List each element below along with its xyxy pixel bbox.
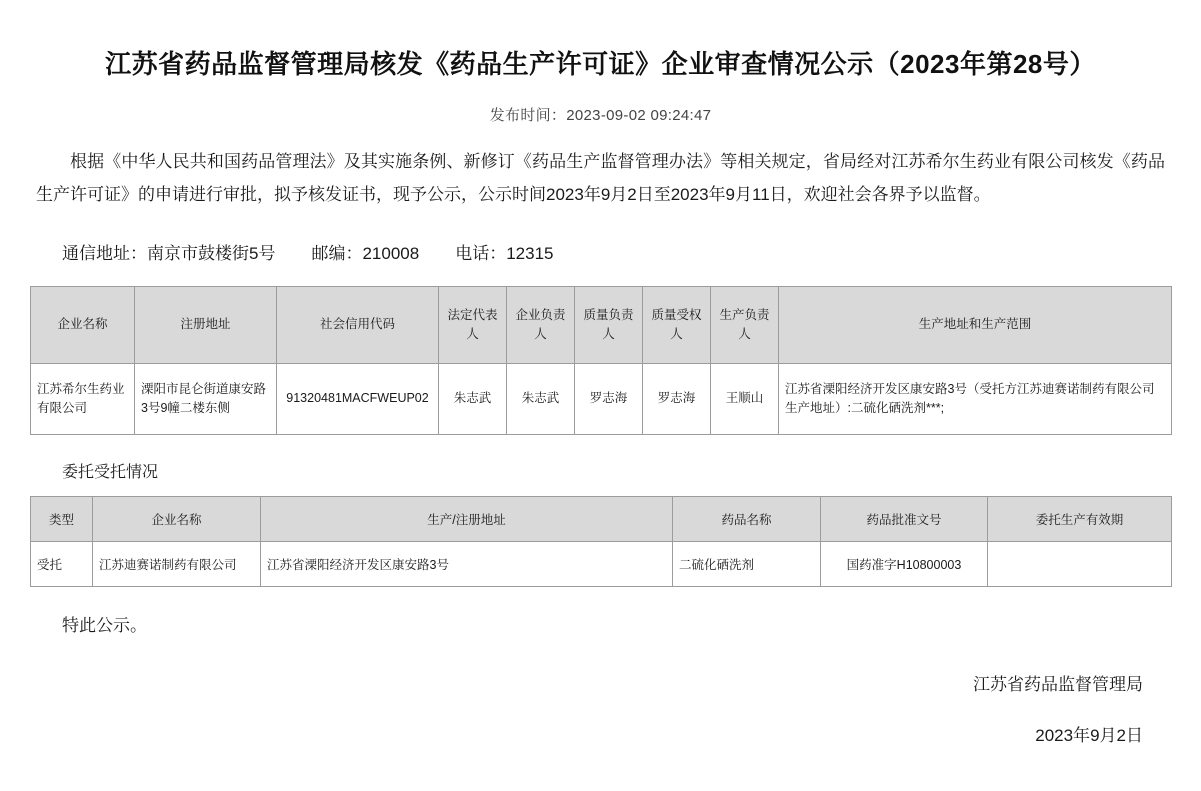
cell-enterprise-head: 朱志武 <box>507 364 575 435</box>
publish-time-label: 发布时间： <box>489 106 567 124</box>
header-type: 类型 <box>31 497 93 542</box>
cell-approval-number: 国药准字H10800003 <box>821 542 988 587</box>
publish-time-line <box>30 104 1171 125</box>
postcode-value: 210008 <box>362 244 420 264</box>
header-drug-name: 药品名称 <box>673 497 821 542</box>
phone-label: 电话： <box>455 244 507 264</box>
header-quality-head: 质量负责人 <box>575 287 643 364</box>
table-header-row <box>31 287 1172 364</box>
header-approval-number: 药品批准文号 <box>821 497 988 542</box>
cell-company-name: 江苏希尔生药业有限公司 <box>31 364 135 435</box>
enterprise-review-table <box>30 286 1172 435</box>
signature-organization: 江苏省药品监督管理局 <box>973 675 1143 695</box>
page-title: 江苏省药品监督管理局核发《药品生产许可证》企业审查情况公示（2023年第28号） <box>105 49 1096 79</box>
header-enterprise-head: 企业负责人 <box>507 287 575 364</box>
address-label: 通信地址： <box>62 244 147 264</box>
header-production-head: 生产负责人 <box>711 287 779 364</box>
header-valid-period: 委托生产有效期 <box>988 497 1172 542</box>
cell-address: 江苏省溧阳经济开发区康安路3号 <box>261 542 673 587</box>
cell-production-address-scope: 江苏省溧阳经济开发区康安路3号（受托方江苏迪赛诺制药有限公司生产地址）:二硫化硒洗剂***; <box>779 364 1172 435</box>
cell-drug-name: 二硫化硒洗剂 <box>673 542 821 587</box>
table-row <box>31 364 1172 435</box>
cell-credit-code: 91320481MACFWEUP02 <box>277 364 439 435</box>
header-address: 生产/注册地址 <box>261 497 673 542</box>
cell-type: 受托 <box>31 542 93 587</box>
closing-text: 特此公示。 <box>62 616 147 636</box>
postcode-label: 邮编： <box>311 244 363 264</box>
cell-production-head: 王顺山 <box>711 364 779 435</box>
cell-registered-address: 溧阳市昆仑街道康安路3号9幢二楼东侧 <box>135 364 277 435</box>
header-quality-authorized: 质量受权人 <box>643 287 711 364</box>
cell-valid-period <box>988 542 1172 587</box>
contact-line <box>30 239 1171 264</box>
address-value: 南京市鼓楼街5号 <box>147 244 276 264</box>
header-company-name: 企业名称 <box>31 287 135 364</box>
table-row <box>31 542 1172 587</box>
cell-quality-head: 罗志海 <box>575 364 643 435</box>
cell-company-name: 江苏迪赛诺制药有限公司 <box>93 542 261 587</box>
cell-quality-authorized: 罗志海 <box>643 364 711 435</box>
phone-value: 12315 <box>506 244 554 264</box>
publish-time-value: 2023-09-02 09:24:47 <box>566 106 712 124</box>
header-company-name: 企业名称 <box>93 497 261 542</box>
table-header-row <box>31 497 1172 542</box>
header-credit-code: 社会信用代码 <box>277 287 439 364</box>
header-production-address-scope: 生产地址和生产范围 <box>779 287 1172 364</box>
entrust-table <box>30 496 1172 587</box>
header-legal-representative: 法定代表人 <box>439 287 507 364</box>
header-registered-address: 注册地址 <box>135 287 277 364</box>
signature-date: 2023年9月2日 <box>1035 726 1143 746</box>
entrust-section-label: 委托受托情况 <box>62 464 159 482</box>
body-paragraph: 根据《中华人民共和国药品管理法》及其实施条例、新修订《药品生产监督管理办法》等相关规定，省局经对江苏希尔生药业有限公司核发《药品生产许可证》的申请进行审批，拟予核发证书，现予公示，公示时间2023年9月2日至2023年9月11日，欢迎社会各界予以监督。 <box>36 151 1165 204</box>
cell-legal-representative: 朱志武 <box>439 364 507 435</box>
